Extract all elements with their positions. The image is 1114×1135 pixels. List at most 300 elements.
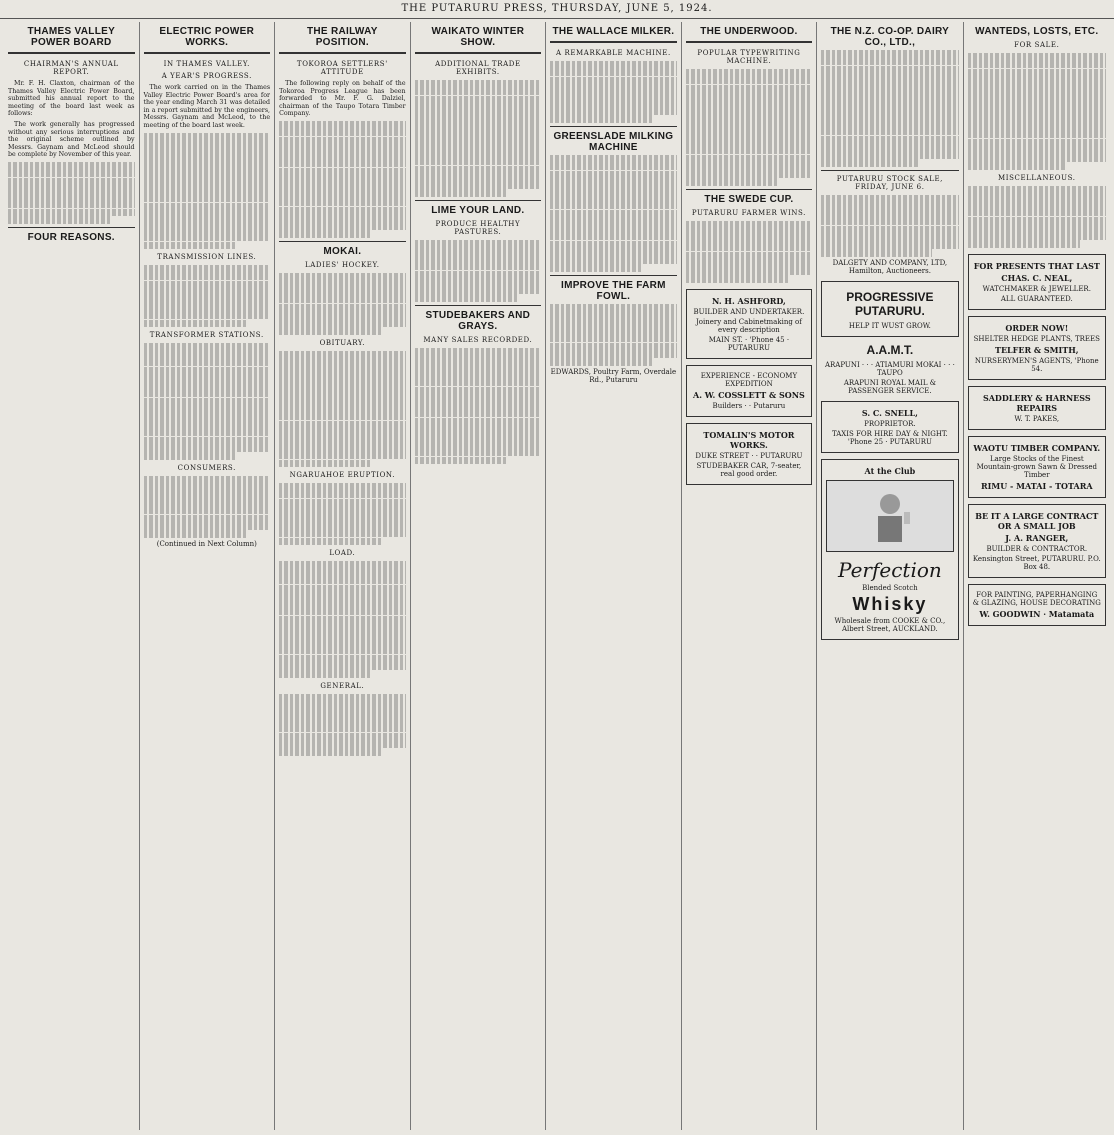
text-line	[144, 444, 271, 452]
text-line	[821, 128, 958, 136]
newspaper-columns	[4, 22, 1110, 1130]
article-paragraph: The work generally has progressed without any serious interruptions and the original scheme outlined by Messrs. Gaynam and McLeod should be complete by November of this year.	[8, 120, 135, 159]
text-line	[550, 100, 677, 108]
text-line	[550, 186, 677, 194]
text-line	[144, 413, 271, 421]
text-line	[144, 507, 271, 515]
text-line	[550, 69, 677, 77]
ad-foot: Kensington Street, PUTARURU. P.O. Box 48.	[972, 554, 1101, 571]
text-line	[144, 164, 271, 172]
body-text	[686, 221, 813, 283]
text-line	[415, 142, 542, 150]
column-4	[411, 22, 547, 1130]
ad-sub: Large Stocks of the Finest Mountain-grown Sawn & Dressed Timber	[976, 454, 1097, 479]
text-line	[279, 129, 406, 137]
text-line	[144, 156, 271, 164]
text-line	[144, 304, 271, 312]
article-headline: THE WALLACE MILKER.	[552, 26, 675, 37]
text-line	[968, 92, 1106, 100]
text-line	[144, 437, 271, 445]
body-text	[279, 561, 406, 678]
text-line	[279, 152, 406, 160]
article-subhead: A REMARKABLE MACHINE.	[555, 49, 671, 57]
whisky-brand-script: Perfection	[838, 557, 942, 582]
text-line	[968, 146, 1106, 154]
body-text	[8, 162, 135, 224]
body-text	[550, 155, 677, 272]
text-line	[8, 178, 135, 186]
text-line	[686, 92, 813, 100]
text-line	[550, 241, 677, 249]
ad-name: J. A. RANGER,	[1005, 532, 1069, 543]
text-line	[279, 121, 406, 129]
text-line	[144, 312, 271, 320]
article-headline: THAMES VALLEY POWER BOARD	[27, 26, 116, 48]
text-line	[144, 281, 271, 289]
text-line	[686, 123, 813, 131]
ad-name: CHAS. C. NEAL,	[1001, 272, 1073, 283]
text-line	[415, 441, 542, 449]
text-line	[279, 538, 381, 546]
text-line	[279, 748, 381, 756]
text-line	[550, 311, 677, 319]
text-line	[8, 170, 135, 178]
text-line	[821, 202, 958, 210]
ad-head: SADDLERY & HARNESS REPAIRS	[982, 392, 1091, 413]
text-line	[968, 115, 1106, 123]
text-line	[279, 452, 406, 460]
body-text	[279, 483, 406, 545]
text-line	[686, 236, 813, 244]
ad-line: PROPRIETOR.	[864, 419, 916, 428]
club-head: At the Club	[864, 465, 916, 476]
article-headline: GREENSLADE MILKING MACHINE	[553, 131, 674, 154]
article-headline: LIME YOUR LAND.	[431, 204, 525, 216]
text-line	[144, 421, 271, 429]
text-line	[415, 457, 506, 465]
text-line	[686, 139, 813, 147]
text-line	[144, 359, 271, 367]
text-line	[415, 150, 542, 158]
text-line	[144, 288, 271, 296]
text-line	[968, 193, 1106, 201]
ad-name: TELFER & SMITH,	[995, 344, 1079, 355]
column-7	[817, 22, 963, 1130]
text-line	[279, 421, 406, 429]
text-line	[686, 77, 813, 85]
text-line	[415, 425, 542, 433]
text-line	[550, 248, 677, 256]
text-line	[550, 155, 677, 163]
text-line	[279, 694, 406, 702]
text-line	[968, 232, 1106, 240]
text-line	[279, 561, 406, 569]
text-line	[821, 249, 932, 257]
text-line	[821, 143, 958, 151]
text-line	[968, 224, 1106, 232]
auctioneer-line: DALGETY AND COMPANY, LTD, Hamilton, Auctioneers.	[832, 258, 948, 275]
text-line	[144, 476, 271, 484]
man-with-glass-icon	[860, 486, 920, 546]
article-headline: THE UNDERWOOD.	[700, 26, 798, 37]
text-line	[144, 226, 271, 234]
text-line	[415, 387, 542, 395]
ad-head: FOR PRESENTS THAT LAST	[973, 260, 1100, 271]
waotu-advert	[968, 436, 1106, 498]
classifieds-subhead: MISCELLANEOUS.	[997, 173, 1076, 182]
body-text	[279, 121, 406, 238]
ad-name: TOMALIN'S MOTOR WORKS.	[703, 429, 795, 450]
text-line	[821, 112, 958, 120]
text-line	[968, 100, 1106, 108]
column-2	[140, 22, 276, 1130]
text-line	[279, 168, 406, 176]
article-subhead: PUTARURU FARMER WINS.	[691, 208, 807, 217]
text-line	[686, 116, 813, 124]
text-line	[415, 278, 542, 286]
text-line	[550, 194, 677, 202]
text-line	[279, 273, 406, 281]
classifieds-headline: WANTEDS, LOSTS, ETC.	[975, 26, 1099, 37]
text-line	[144, 398, 271, 406]
text-line	[279, 592, 406, 600]
text-line	[279, 514, 406, 522]
text-line	[279, 616, 406, 624]
body-text	[279, 273, 406, 335]
body-text	[821, 50, 958, 167]
ad-name: S. C. SNELL,	[861, 407, 918, 418]
text-line	[144, 234, 271, 242]
classifieds-subhead: FOR SALE.	[1014, 41, 1060, 49]
text-line	[415, 379, 542, 387]
text-line	[550, 178, 677, 186]
text-line	[686, 244, 813, 252]
ad-foot: TAXIS FOR HIRE DAY & NIGHT. 'Phone 25 · PUTARURU	[831, 429, 948, 446]
whisky-sub: Blended Scotch	[862, 583, 918, 592]
stock-sale-head: PUTARURU STOCK SALE, FRIDAY, JUNE 6.	[836, 174, 944, 191]
text-line	[279, 662, 406, 670]
text-line	[968, 123, 1106, 131]
text-line	[821, 226, 958, 234]
order-advert	[968, 316, 1106, 380]
ad-sub: ALL GUARANTEED.	[1000, 294, 1073, 303]
ad-line: DUKE STREET · · PUTARURU	[695, 451, 803, 460]
text-line	[144, 351, 271, 359]
text-line	[279, 389, 406, 397]
section-subhead: TRANSMISSION LINES.	[157, 253, 257, 262]
whisky-foot: Wholesale from COOKE & CO., Albert Street, AUCKLAND.	[834, 616, 946, 633]
text-line	[279, 288, 406, 296]
progressive-putaruru-box	[821, 281, 958, 337]
text-line	[8, 193, 135, 201]
article-paragraph: Mr. F. H. Claxton, chairman of the Thames Valley Electric Power Board, submitted his annual report to the meeting of the board last week as follows:	[8, 80, 135, 118]
text-line	[821, 195, 958, 203]
ad-foot: STUDEBAKER CAR, 7-seater, real good order.	[696, 461, 802, 478]
text-line	[968, 154, 1106, 162]
text-line	[686, 259, 813, 267]
ad-line: SHELTER HEDGE PLANTS, TREES	[973, 334, 1100, 343]
text-line	[968, 209, 1106, 217]
text-line	[821, 50, 958, 58]
text-line	[550, 256, 677, 264]
section-subhead: TRANSFORMER STATIONS.	[149, 331, 264, 340]
text-line	[968, 201, 1106, 209]
route-line: ARAPUNI · · · ATIAMURI MOKAI · · · TAUPO	[824, 360, 955, 377]
text-line	[415, 80, 542, 88]
text-line	[144, 242, 235, 250]
text-line	[144, 195, 271, 203]
text-line	[686, 131, 813, 139]
text-line	[415, 247, 542, 255]
text-line	[144, 429, 271, 437]
text-line	[415, 418, 542, 426]
column-6	[682, 22, 818, 1130]
text-line	[279, 499, 406, 507]
text-line	[415, 119, 542, 127]
text-line	[279, 222, 406, 230]
text-line	[821, 159, 920, 167]
text-line	[144, 133, 271, 141]
text-line	[686, 275, 788, 283]
text-line	[8, 216, 110, 224]
text-line	[279, 522, 406, 530]
text-line	[415, 111, 542, 119]
text-line	[279, 358, 406, 366]
body-text	[279, 694, 406, 756]
text-line	[144, 273, 271, 281]
ad-foot: NURSERYMEN'S AGENTS, 'Phone 54.	[974, 356, 1099, 373]
text-line	[550, 210, 677, 218]
ad-name: A. W. COSSLETT & SONS	[693, 389, 805, 400]
club-illustration	[826, 480, 953, 552]
text-line	[279, 214, 406, 222]
text-line	[686, 162, 813, 170]
body-text	[144, 343, 271, 460]
text-line	[415, 286, 542, 294]
text-line	[415, 166, 542, 174]
body-text	[968, 186, 1106, 248]
ad-name: W. GOODWIN · Matamata	[979, 608, 1095, 619]
text-line	[279, 709, 406, 717]
text-line	[279, 725, 406, 733]
text-line	[279, 144, 406, 152]
text-line	[550, 163, 677, 171]
text-line	[8, 201, 135, 209]
text-line	[968, 162, 1068, 170]
section-subhead: LADIES' HOCKEY.	[305, 260, 380, 269]
text-line	[821, 73, 958, 81]
text-line	[550, 77, 677, 85]
text-line	[686, 147, 813, 155]
text-line	[415, 189, 506, 197]
masthead: THE PUTARURU PRESS, THURSDAY, JUNE 5, 1924.	[0, 0, 1114, 19]
text-line	[8, 185, 135, 193]
body-text	[144, 265, 271, 327]
text-line	[279, 483, 406, 491]
cosslett-advert	[686, 365, 813, 417]
body-text	[686, 69, 813, 186]
section-subhead: GENERAL.	[320, 681, 365, 690]
text-line	[144, 515, 271, 523]
ashford-advert	[686, 289, 813, 359]
text-line	[415, 127, 542, 135]
text-line	[144, 382, 271, 390]
text-line	[686, 170, 813, 178]
ad-name: N. H. ASHFORD,	[712, 295, 786, 306]
text-line	[279, 623, 406, 631]
text-line	[279, 577, 406, 585]
text-line	[821, 210, 958, 218]
text-line	[279, 304, 406, 312]
text-line	[821, 151, 958, 159]
text-line	[279, 280, 406, 288]
text-line	[279, 585, 406, 593]
text-line	[686, 228, 813, 236]
ad-head: EXPERIENCE - ECONOMY EXPEDITION	[700, 371, 798, 388]
text-line	[415, 363, 542, 371]
body-text	[415, 348, 542, 465]
text-line	[968, 139, 1106, 147]
text-line	[279, 631, 406, 639]
text-line	[144, 171, 271, 179]
text-line	[968, 53, 1106, 61]
text-line	[279, 655, 406, 663]
text-line	[279, 397, 406, 405]
body-text	[550, 304, 677, 366]
text-line	[686, 108, 813, 116]
text-line	[144, 367, 271, 375]
body-text	[415, 80, 542, 197]
section-subhead: NGARUAHOE ERUPTION.	[289, 471, 396, 480]
text-line	[550, 335, 677, 343]
text-line	[415, 263, 542, 271]
text-line	[968, 76, 1106, 84]
text-line	[279, 428, 406, 436]
ad-foot: MAIN ST. · 'Phone 45 · PUTARURU	[708, 335, 790, 352]
text-line	[279, 137, 406, 145]
text-line	[550, 61, 677, 69]
text-line	[144, 210, 271, 218]
text-line	[279, 444, 406, 452]
goodwin-advert	[968, 584, 1106, 626]
text-line	[415, 371, 542, 379]
text-line	[821, 136, 958, 144]
text-line	[415, 181, 542, 189]
text-line	[686, 252, 813, 260]
ad-head: ORDER NOW!	[1005, 322, 1069, 333]
text-line	[821, 218, 958, 226]
body-text	[821, 195, 958, 257]
ranger-advert	[968, 504, 1106, 578]
ad-head: FOR PAINTING, PAPERHANGING & GLAZING, HOUSE DECORATING	[972, 590, 1101, 607]
text-line	[550, 92, 677, 100]
text-line	[279, 319, 406, 327]
ad-line: Builders · · Putaruru	[712, 401, 786, 410]
article-headline: FOUR REASONS.	[27, 232, 115, 243]
text-line	[968, 240, 1080, 248]
text-line	[550, 108, 677, 116]
article-subhead: ADDITIONAL TRADE EXHIBITS.	[435, 60, 521, 76]
text-line	[550, 225, 677, 233]
whisky-advert	[821, 459, 958, 640]
text-line	[686, 100, 813, 108]
ad-body: Joinery and Cabinetmaking of every description	[695, 317, 802, 334]
body-text	[968, 53, 1106, 170]
text-line	[550, 202, 677, 210]
text-line	[968, 107, 1106, 115]
ad-head: BE IT A LARGE CONTRACT OR A SMALL JOB	[975, 510, 1099, 531]
continued-note: (Continued in Next Column)	[156, 539, 257, 548]
text-line	[144, 218, 271, 226]
text-line	[550, 358, 652, 366]
text-line	[279, 647, 406, 655]
text-line	[415, 294, 517, 302]
article-headline: IMPROVE THE FARM FOWL.	[560, 279, 666, 302]
text-line	[279, 460, 370, 468]
text-line	[279, 701, 406, 709]
text-line	[144, 320, 246, 328]
text-line	[279, 191, 406, 199]
text-line	[144, 179, 271, 187]
text-line	[279, 740, 406, 748]
text-line	[8, 209, 135, 217]
text-line	[821, 104, 958, 112]
text-line	[279, 296, 406, 304]
text-line	[415, 402, 542, 410]
text-line	[550, 115, 652, 123]
text-line	[279, 160, 406, 168]
text-line	[968, 84, 1106, 92]
article-headline: THE RAILWAY POSITION.	[306, 26, 378, 48]
text-line	[8, 162, 135, 170]
article-subhead: TOKOROA SETTLERS' ATTITUDE	[296, 60, 388, 76]
article-headline: WAIKATO WINTER SHOW.	[431, 26, 525, 48]
route-sub: ARAPUNI ROYAL MAIL & PASSENGER SERVICE.	[843, 378, 936, 395]
article-subhead: CHAIRMAN'S ANNUAL REPORT.	[23, 60, 119, 76]
text-line	[279, 569, 406, 577]
body-text	[144, 476, 271, 538]
text-line	[279, 382, 406, 390]
text-line	[279, 374, 406, 382]
text-line	[686, 155, 813, 163]
text-line	[144, 203, 271, 211]
text-line	[279, 351, 406, 359]
article-subhead: MANY SALES RECORDED.	[423, 335, 533, 344]
text-line	[415, 255, 542, 263]
body-text	[144, 133, 271, 250]
text-line	[821, 120, 958, 128]
ad-line: BUILDER & CONTRACTOR.	[986, 544, 1088, 553]
text-line	[550, 264, 641, 272]
text-line	[279, 506, 406, 514]
text-line	[686, 267, 813, 275]
section-subhead: LOAD.	[329, 549, 356, 558]
text-line	[415, 158, 542, 166]
text-line	[279, 311, 406, 319]
text-line	[279, 530, 406, 538]
text-line	[550, 343, 677, 351]
text-line	[144, 390, 271, 398]
text-line	[550, 304, 677, 312]
text-line	[144, 405, 271, 413]
article-paragraph: The work carried on in the Thames Valley Electric Power Board's area for the year ending March 31 was detailed in a report submitted by the engineers, Messrs. Gaynam and McLeod, to the meeting of the board last week.	[143, 84, 271, 129]
text-line	[821, 89, 958, 97]
text-line	[550, 84, 677, 92]
text-line	[279, 327, 381, 335]
section-subhead: OBITUARY.	[319, 338, 366, 347]
column-8	[964, 22, 1110, 1130]
text-line	[968, 186, 1106, 194]
